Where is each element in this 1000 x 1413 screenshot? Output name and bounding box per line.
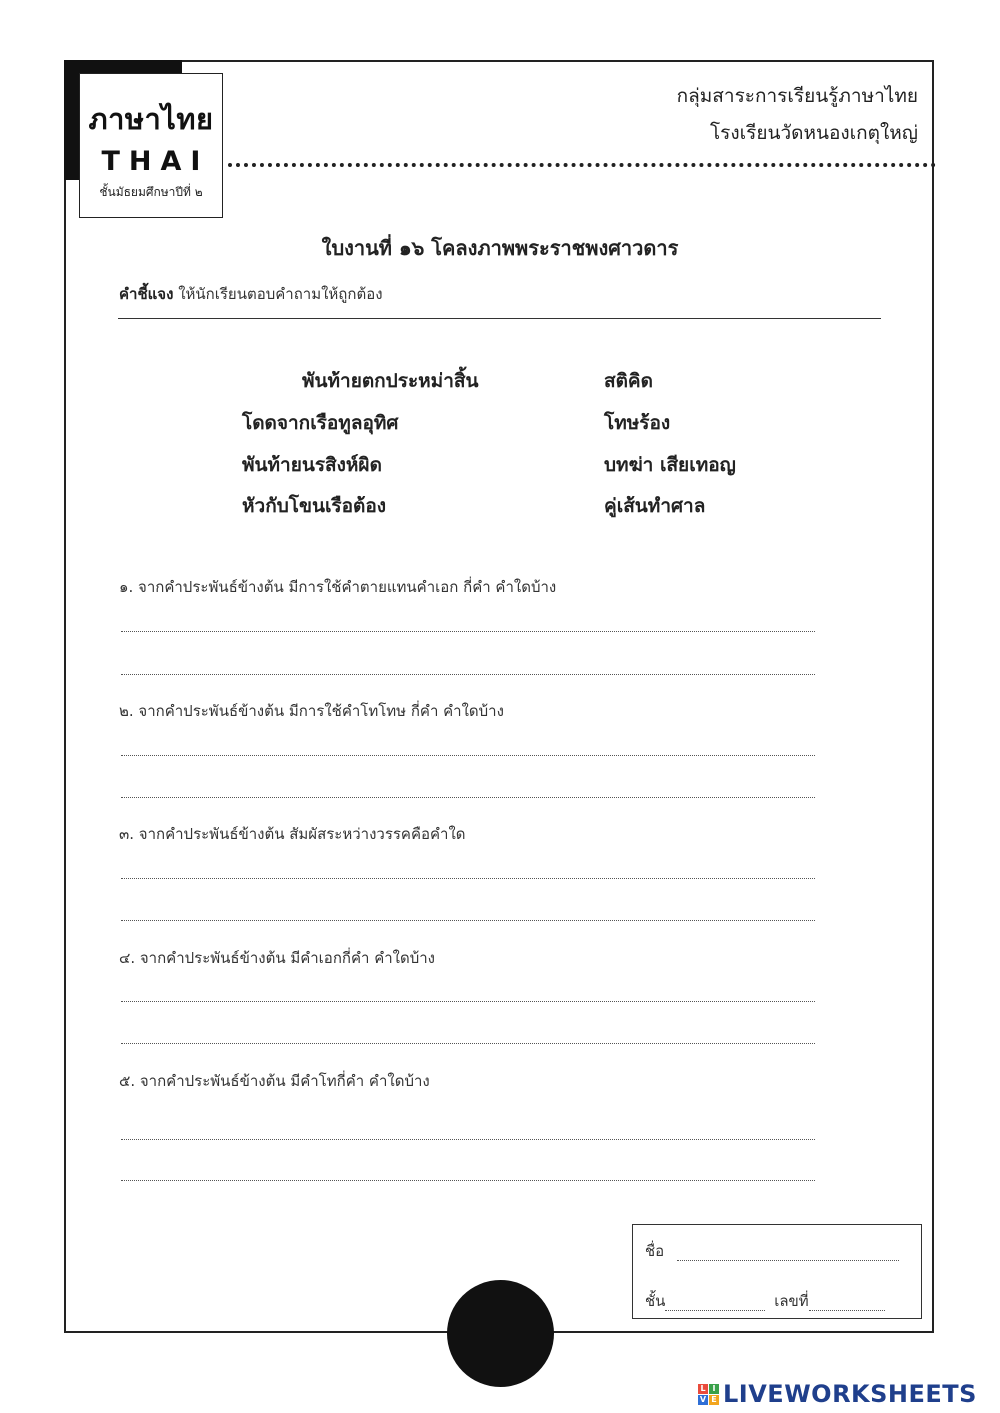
logo-letter: L (698, 1384, 708, 1394)
answer-line[interactable] (121, 755, 815, 756)
answer-line[interactable] (121, 674, 815, 675)
liveworksheets-brand: LIVEWORKSHEETS (723, 1380, 977, 1408)
question-4: ๔. จากคำประพันธ์ข้างต้น มีคำเอกกี่คำ คำใดบ้าง (119, 949, 435, 967)
logo-letter: V (699, 1394, 707, 1404)
instruction-text: ให้นักเรียนตอบคำถามให้ถูกต้อง (178, 285, 383, 303)
question-2: ๒. จากคำประพันธ์ข้างต้น มีการใช้คำโทโทษ กี่คำ คำใดบ้าง (119, 702, 504, 720)
poem-line-4-second: คู่เส้นทำศาล (604, 495, 706, 517)
class-field[interactable] (665, 1292, 765, 1311)
answer-line[interactable] (121, 1180, 815, 1181)
poem-line-2-second: โทษร้อง (604, 412, 671, 434)
logo-thai-text: ภาษาไทย (88, 102, 214, 136)
logo-english-text: THAI (101, 146, 210, 177)
poem-line-2-first: โดดจากเรือทูลอุทิศ (242, 412, 399, 434)
school-name: โรงเรียนวัดหนองเกตุใหญ่ (709, 122, 918, 144)
question-5: ๕. จากคำประพันธ์ข้างต้น มีคำโทกี่คำ คำใดบ้าง (119, 1072, 430, 1090)
number-field[interactable] (809, 1292, 885, 1311)
logo-letter: I (709, 1384, 719, 1394)
instruction-divider (118, 318, 881, 319)
answer-line[interactable] (121, 878, 815, 879)
answer-line[interactable] (121, 920, 815, 921)
answer-line[interactable] (121, 1139, 815, 1140)
answer-line[interactable] (121, 797, 815, 798)
decorative-circle (447, 1280, 554, 1387)
number-label: เลขที่ (774, 1292, 809, 1310)
answer-line[interactable] (121, 1043, 815, 1044)
logo-letter: E (709, 1395, 719, 1405)
header-divider (228, 163, 936, 167)
liveworksheets-icon (698, 1384, 719, 1405)
school-info (677, 78, 918, 152)
name-label: ชื่อ (645, 1242, 665, 1260)
subject-logo (79, 73, 223, 218)
poem-line-3-first: พันท้ายนรสิงห์ผิด (242, 454, 382, 476)
poem-line-3-second: บทฆ่า เสียเทอญ (604, 454, 736, 476)
question-3: ๓. จากคำประพันธ์ข้างต้น สัมผัสระหว่างวรรคคือคำใด (119, 825, 466, 843)
class-row (645, 1289, 885, 1313)
instruction (119, 282, 383, 306)
instruction-label: คำชี้แจง (119, 285, 174, 303)
student-info-box (632, 1224, 922, 1319)
poem-line-4-first: หัวกับโขนเรือต้อง (242, 495, 387, 517)
class-label: ชั้น (645, 1292, 666, 1310)
name-field[interactable] (677, 1242, 899, 1261)
question-1: ๑. จากคำประพันธ์ข้างต้น มีการใช้คำตายแทนคำเอก กี่คำ คำใดบ้าง (119, 578, 557, 596)
worksheet-title: ใบงานที่ ๑๖ โคลงภาพพระราชพงศาวดาร (321, 236, 679, 260)
answer-line[interactable] (121, 631, 815, 632)
answer-line[interactable] (121, 1001, 815, 1002)
poem-line-1-first: พันท้ายตกประหม่าสิ้น (302, 370, 479, 392)
name-row (645, 1239, 899, 1263)
poem-line-1-second: สติคิด (604, 370, 653, 392)
grade-level: ชั้นมัธยมศึกษาปีที่ ๒ (99, 185, 203, 199)
department-name: กลุ่มสาระการเรียนรู้ภาษาไทย (676, 85, 918, 107)
liveworksheets-logo (698, 1380, 977, 1408)
